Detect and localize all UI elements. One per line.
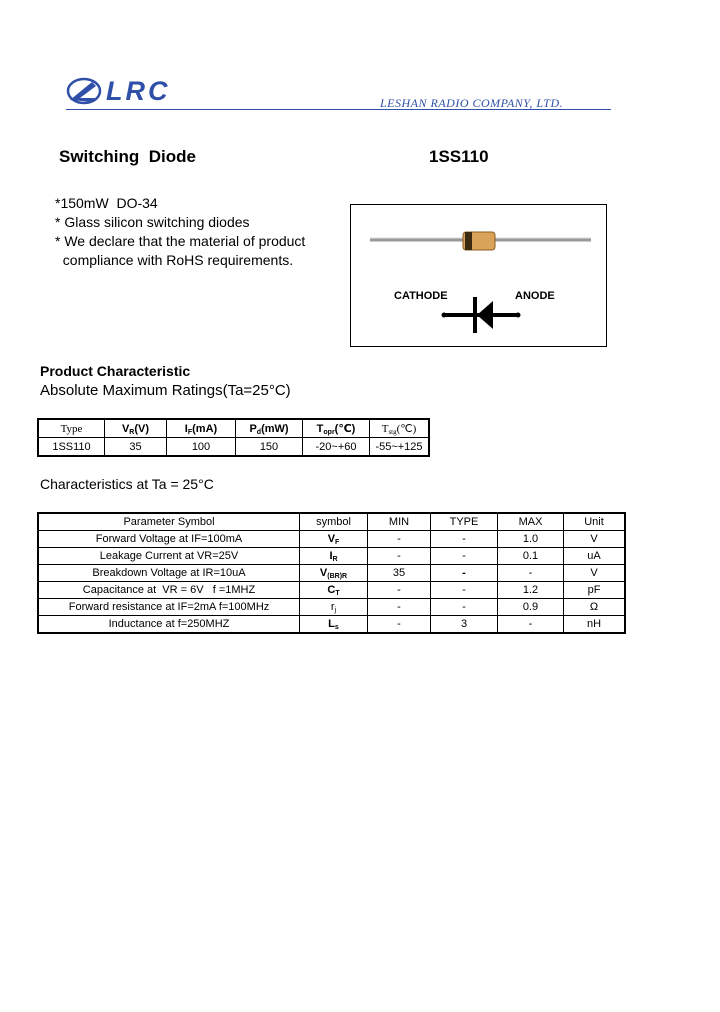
min-cell: - — [368, 599, 431, 616]
param-cell: Forward resistance at IF=2mA f=100MHz — [38, 599, 300, 616]
table-row — [38, 531, 625, 548]
section-heading: Product Characteristic — [40, 363, 191, 379]
param-cell: Capacitance at VR = 6V f =1MHZ — [38, 582, 300, 599]
header-sub: F — [187, 428, 193, 436]
symbol-text: I — [329, 549, 333, 562]
min-cell: - — [368, 548, 431, 565]
unit-cell: uA — [564, 548, 626, 565]
max-cell: - — [498, 616, 564, 634]
header-divider — [66, 109, 611, 110]
typ-cell: - — [431, 548, 498, 565]
header-text: Type — [60, 422, 83, 435]
table-cell: 1SS110 — [38, 438, 105, 457]
header-unit: (mW) — [261, 422, 289, 435]
table-cell: 100 — [167, 438, 236, 457]
ratings-table — [37, 418, 430, 457]
param-cell: Forward Voltage at IF=100mA — [38, 531, 300, 548]
symbol-sub: s — [334, 623, 339, 631]
part-number: 1SS110 — [429, 147, 489, 166]
characteristics-table — [37, 512, 626, 634]
header-cell: Unit — [564, 513, 626, 531]
table-row — [38, 616, 625, 634]
unit-cell: Ω — [564, 599, 626, 616]
header-cell — [38, 419, 105, 438]
table-row — [38, 548, 625, 565]
symbol-cell — [300, 531, 368, 548]
typ-cell: - — [431, 565, 498, 582]
header-sub: d — [256, 428, 262, 436]
table-row — [38, 438, 429, 457]
typ-cell: 3 — [431, 616, 498, 634]
page-title: Switching Diode — [59, 147, 196, 166]
max-cell: 0.1 — [498, 548, 564, 565]
symbol-sub: F — [335, 538, 340, 546]
param-cell: Inductance at f=250MHZ — [38, 616, 300, 634]
header-sub: R — [129, 428, 135, 436]
company-name: LESHAN RADIO COMPANY, LTD. — [380, 96, 564, 110]
symbol-cell — [300, 599, 368, 616]
symbol-text: C — [327, 583, 336, 596]
min-cell: - — [368, 616, 431, 634]
feature-line: * We declare that the material of product — [55, 233, 306, 249]
ratings-title: Absolute Maximum Ratings(Ta=25°C) — [40, 382, 291, 399]
header-cell — [303, 419, 370, 438]
header-cell — [105, 419, 167, 438]
unit-cell: V — [564, 565, 626, 582]
characteristics-title: Characteristics at Ta = 25°C — [40, 476, 214, 492]
table-cell: -55~+125 — [370, 438, 430, 457]
table-row — [38, 565, 625, 582]
symbol-sub: R — [332, 555, 338, 563]
unit-cell: pF — [564, 582, 626, 599]
symbol-text: V — [327, 532, 336, 545]
header-cell: symbol — [300, 513, 368, 531]
symbol-text: L — [328, 617, 335, 630]
header-cell — [236, 419, 303, 438]
min-cell: 35 — [368, 565, 431, 582]
table-row — [38, 582, 625, 599]
header-text: V — [121, 422, 130, 435]
header-text: T — [381, 422, 389, 435]
header-cell: MIN — [368, 513, 431, 531]
header-unit: (V) — [134, 422, 150, 435]
header-unit: (℃) — [396, 422, 417, 435]
symbol-cell — [300, 565, 368, 582]
diode-package-icon — [351, 205, 606, 346]
table-header-row — [38, 419, 429, 438]
header-unit: (mA) — [192, 422, 218, 435]
unit-cell: V — [564, 531, 626, 548]
max-cell: 1.0 — [498, 531, 564, 548]
table-cell: 35 — [105, 438, 167, 457]
feature-line: *150mW DO-34 — [55, 195, 158, 211]
header-text: T — [316, 422, 324, 435]
feature-line: compliance with RoHS requirements. — [55, 252, 294, 268]
table-cell: -20~+60 — [303, 438, 370, 457]
unit-cell: nH — [564, 616, 626, 634]
header-text: P — [249, 422, 257, 435]
symbol-text: r — [330, 600, 335, 613]
param-cell: Leakage Current at VR=25V — [38, 548, 300, 565]
symbol-sub: j — [334, 606, 337, 614]
symbol-cell — [300, 582, 368, 599]
typ-cell: - — [431, 599, 498, 616]
cathode-label: CATHODE — [394, 290, 448, 302]
table-header-row — [38, 513, 625, 531]
header-cell: TYPE — [431, 513, 498, 531]
anode-label: ANODE — [515, 290, 555, 302]
header-sub: stg — [388, 427, 397, 436]
header-cell — [167, 419, 236, 438]
symbol-cell — [300, 548, 368, 565]
typ-cell: - — [431, 582, 498, 599]
table-row — [38, 599, 625, 616]
header-text: I — [184, 422, 188, 435]
feature-line: * Glass silicon switching diodes — [55, 214, 250, 230]
max-cell: 0.9 — [498, 599, 564, 616]
header-cell: MAX — [498, 513, 564, 531]
min-cell: - — [368, 582, 431, 599]
typ-cell: - — [431, 531, 498, 548]
max-cell: 1.2 — [498, 582, 564, 599]
header-unit: (℃) — [334, 422, 356, 435]
max-cell: - — [498, 565, 564, 582]
param-cell: Breakdown Voltage at IR=10uA — [38, 565, 300, 582]
header-cell — [370, 419, 430, 438]
symbol-sub: T — [335, 589, 340, 597]
logo-text: LRC — [106, 76, 171, 106]
table-cell: 150 — [236, 438, 303, 457]
symbol-text: V — [319, 566, 328, 579]
min-cell: - — [368, 531, 431, 548]
symbol-sub: (BR)R — [327, 572, 348, 580]
header-cell: Parameter Symbol — [38, 513, 300, 531]
header-sub: opr — [323, 428, 335, 436]
symbol-cell — [300, 616, 368, 634]
